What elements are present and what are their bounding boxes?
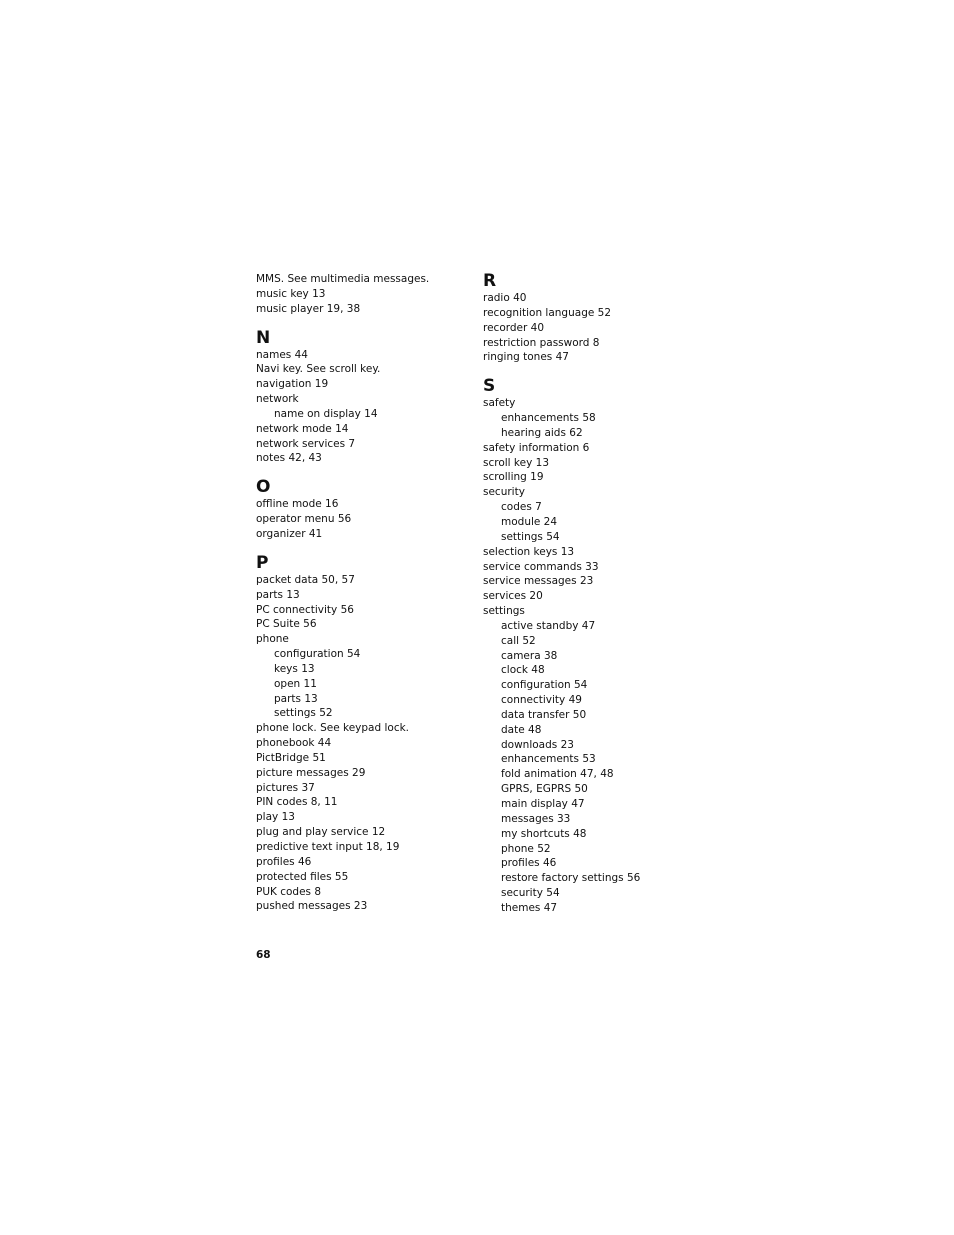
index-group [256, 553, 471, 914]
index-entry: navigation 19 [256, 378, 329, 391]
index-entry: network mode 14 [256, 422, 349, 435]
index-entry: PictBridge 51 [256, 751, 326, 764]
index-subentry: hearing aids 62 [501, 426, 583, 439]
index-entry: services 20 [483, 590, 543, 603]
index-subentry: date 48 [501, 723, 542, 736]
index-subentry: clock 48 [501, 664, 545, 677]
index-entry: profiles 46 [256, 855, 312, 868]
index-entry: parts 13 [256, 588, 300, 601]
index-subentry: call 52 [501, 634, 536, 647]
page-number: 68 [256, 949, 271, 961]
index-entry: selection keys 13 [483, 545, 575, 558]
index-subentry: my shortcuts 48 [501, 827, 587, 840]
index-subentry: enhancements 58 [501, 412, 596, 425]
index-entry: PUK codes 8 [256, 885, 322, 898]
index-entry: pushed messages 23 [256, 900, 368, 913]
index-entry: PC Suite 56 [256, 618, 317, 631]
index-subentry: GPRS, EGPRS 50 [501, 783, 588, 796]
index-subentry: configuration 54 [274, 648, 361, 661]
index-entry: PIN codes 8, 11 [256, 796, 338, 809]
index-entry: names 44 [256, 348, 308, 361]
index-entry: Navi key. See scroll key. [256, 363, 381, 376]
index-entry: scrolling 19 [483, 471, 544, 484]
index-entry: protected files 55 [256, 870, 349, 883]
index-subentry: security 54 [501, 887, 560, 900]
index-entry: radio 40 [483, 292, 527, 304]
index-subentry: parts 13 [274, 692, 318, 705]
index-letter-heading: R [483, 271, 497, 291]
index-letter-heading: O [256, 477, 271, 498]
index-entry: scroll key 13 [483, 456, 550, 469]
index-subentry: fold animation 47, 48 [501, 768, 614, 781]
index-subentry: main display 47 [501, 798, 585, 810]
index-entry: organizer 41 [256, 527, 323, 540]
index-letter-heading: N [256, 327, 271, 348]
index-entry: notes 42, 43 [256, 452, 322, 465]
index-entry: recorder 40 [483, 321, 545, 334]
index-column-right [483, 271, 698, 916]
index-subentry: connectivity 49 [501, 694, 582, 707]
index-entry: picture messages 29 [256, 766, 366, 779]
index-entry: play 13 [256, 811, 295, 824]
index-subentry: messages 33 [501, 812, 571, 825]
index-entry: restriction password 8 [483, 336, 600, 349]
index-entry: packet data 50, 57 [256, 573, 355, 586]
index-column-left [256, 272, 471, 914]
index-entry: music player 19, 38 [256, 302, 361, 315]
index-entry: network [256, 393, 299, 406]
index-subentry: codes 7 [501, 501, 542, 514]
index-subentry: module 24 [501, 515, 558, 528]
index-entry: phone [256, 633, 289, 646]
index-entry: operator menu 56 [256, 513, 352, 526]
index-group [483, 271, 698, 365]
index-entry: settings [483, 605, 525, 618]
index-entry: MMS. See multimedia messages. [256, 273, 430, 285]
index-group [256, 328, 471, 467]
index-entry: recognition language 52 [483, 306, 612, 319]
index-subentry: open 11 [274, 677, 317, 690]
index-entry: predictive text input 18, 19 [256, 841, 400, 853]
index-subentry: camera 38 [501, 649, 558, 662]
index-entry: phone lock. See keypad lock. [256, 722, 410, 735]
index-entry: network services 7 [256, 437, 356, 450]
index-entry: music key 13 [256, 287, 326, 300]
index-entry: service messages 23 [483, 575, 594, 588]
index-subentry: configuration 54 [501, 679, 588, 692]
index-entry: ringing tones 47 [483, 351, 569, 364]
index-subentry: data transfer 50 [501, 708, 587, 721]
index-subentry: settings 52 [274, 707, 333, 720]
index-subentry: profiles 46 [501, 857, 557, 870]
index-entry: security [483, 486, 525, 499]
index-entry: service commands 33 [483, 560, 599, 573]
index-entry: safety [483, 397, 516, 410]
index-letter-heading: S [483, 376, 496, 397]
index-subentry: settings 54 [501, 530, 560, 543]
index-letter-heading: P [256, 552, 269, 573]
index-subentry: phone 52 [501, 842, 551, 855]
index-entry: offline mode 16 [256, 498, 339, 511]
index-group [483, 376, 698, 916]
index-subentry: active standby 47 [501, 619, 596, 632]
index-group [256, 477, 471, 542]
index-entry: pictures 37 [256, 781, 315, 794]
index-entry: phonebook 44 [256, 737, 332, 750]
index-subentry: keys 13 [274, 662, 315, 675]
index-subentry: downloads 23 [501, 738, 574, 751]
index-subentry: themes 47 [501, 901, 558, 914]
index-entry: plug and play service 12 [256, 826, 386, 839]
index-subentry: name on display 14 [274, 407, 378, 420]
index-subentry: restore factory settings 56 [501, 872, 641, 885]
index-entry: safety information 6 [483, 441, 590, 454]
index-entry: PC connectivity 56 [256, 603, 354, 616]
index-subentry: enhancements 53 [501, 753, 596, 766]
index-group [256, 272, 471, 317]
